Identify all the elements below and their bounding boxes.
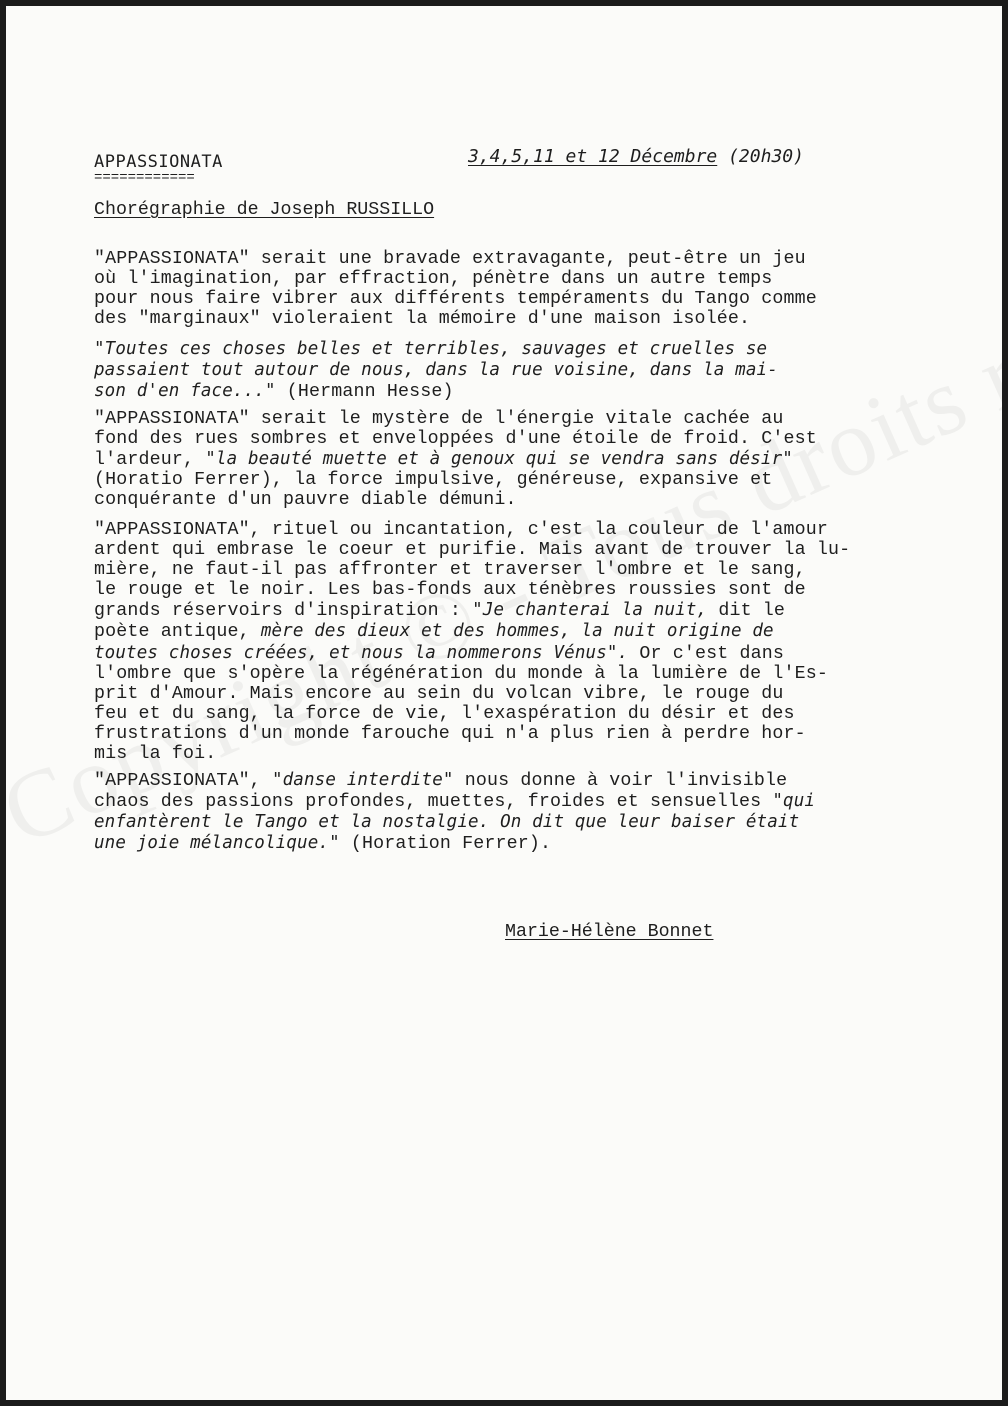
p4-text-c: Or c'est dans l'ombre que s'opère la régénération du monde à la lumière de l'Es- prit d'Amour. Mais encore au sein du volcan vibre, le rouge du feu et du sang, la force de vie, l'exaspération du désir et des frustrations d'un monde farouche qui n'a plus rien à perdre hor- mis la foi.	[94, 643, 828, 765]
document-page	[6, 6, 1002, 1400]
hesse-quote: "Toutes ces choses belles et terribles, sauvages et cruelles se passaient tout autour de nous, dans la rue voisine, dans la mai- son d'en face..."	[94, 339, 778, 402]
author-signature: Marie-Hélène Bonnet	[505, 922, 714, 942]
ferrer-quote: "la beauté muette et à genoux qui se vendra sans désir"	[205, 449, 793, 470]
p3-text-a: "APPASSIONATA" serait le mystère de l'énergie vitale cachée au fond des rues sombres et enveloppées d'une étoile de froid. C'est l'ardeur,	[94, 409, 817, 471]
dates-text: 3,4,5,11 et 12 Décembre	[468, 146, 718, 167]
p4-text-b: dit le poète antique,	[94, 601, 786, 643]
p5-text-b: nous donne à voir l'invisible chaos des passions profondes, muettes, froides et sensuelles	[94, 771, 788, 813]
p4-text-a: "APPASSIONATA", rituel ou incantation, c'est la couleur de l'amour ardent qui embrase le coeur et purifie. Mais avant de trouver la lu- mière, ne faut-il pas affronter et traverser l'ombre et le sang, le rouge et le noir. Les bas-fonds aux ténèbres roussies sont de grands réservoirs d'inspiration :	[94, 520, 851, 622]
performance-dates	[468, 146, 804, 167]
paragraph-1: "APPASSIONATA" serait une bravade extravagante, peut-être un jeu où l'imagination, par effraction, pénètre dans un autre temps pour nous faire vibrer aux différents tempéraments du Tango comme des "marginaux" violeraient la mémoire d'une maison isolée.	[94, 249, 817, 330]
paragraph-5	[94, 770, 815, 854]
p5-quote-2: "qui enfantèrent le Tango et la nostalgie. On dit que leur baiser était une joie mélancolique."	[94, 791, 816, 854]
paragraph-3	[94, 409, 817, 510]
p5-text-a: "APPASSIONATA",	[94, 771, 272, 791]
p5-text-c: (Horation Ferrer).	[339, 834, 552, 855]
p4-quote-1: "Je chanterai la nuit,	[472, 600, 708, 621]
choreography-subtitle: Chorégraphie de Joseph RUSSILLO	[94, 200, 435, 220]
p5-quote-1: "danse interdite"	[271, 770, 454, 790]
hesse-attribution: (Hermann Hesse)	[275, 382, 454, 403]
p4-quote-2: mère des dieux et des hommes, la nuit origine de toutes choses créées, et nous la nommerons Vénus".	[94, 621, 774, 663]
title-underline: ============	[94, 170, 195, 186]
time-text: (20h30)	[728, 146, 804, 167]
p3-text-b: (Horatio Ferrer), la force impulsive, généreuse, expansive et conquérante d'un pauvre diable démuni.	[94, 470, 773, 511]
paragraph-2-hesse-quote	[94, 339, 778, 402]
document-title: APPASSIONATA	[94, 152, 223, 172]
paragraph-4	[94, 520, 850, 764]
